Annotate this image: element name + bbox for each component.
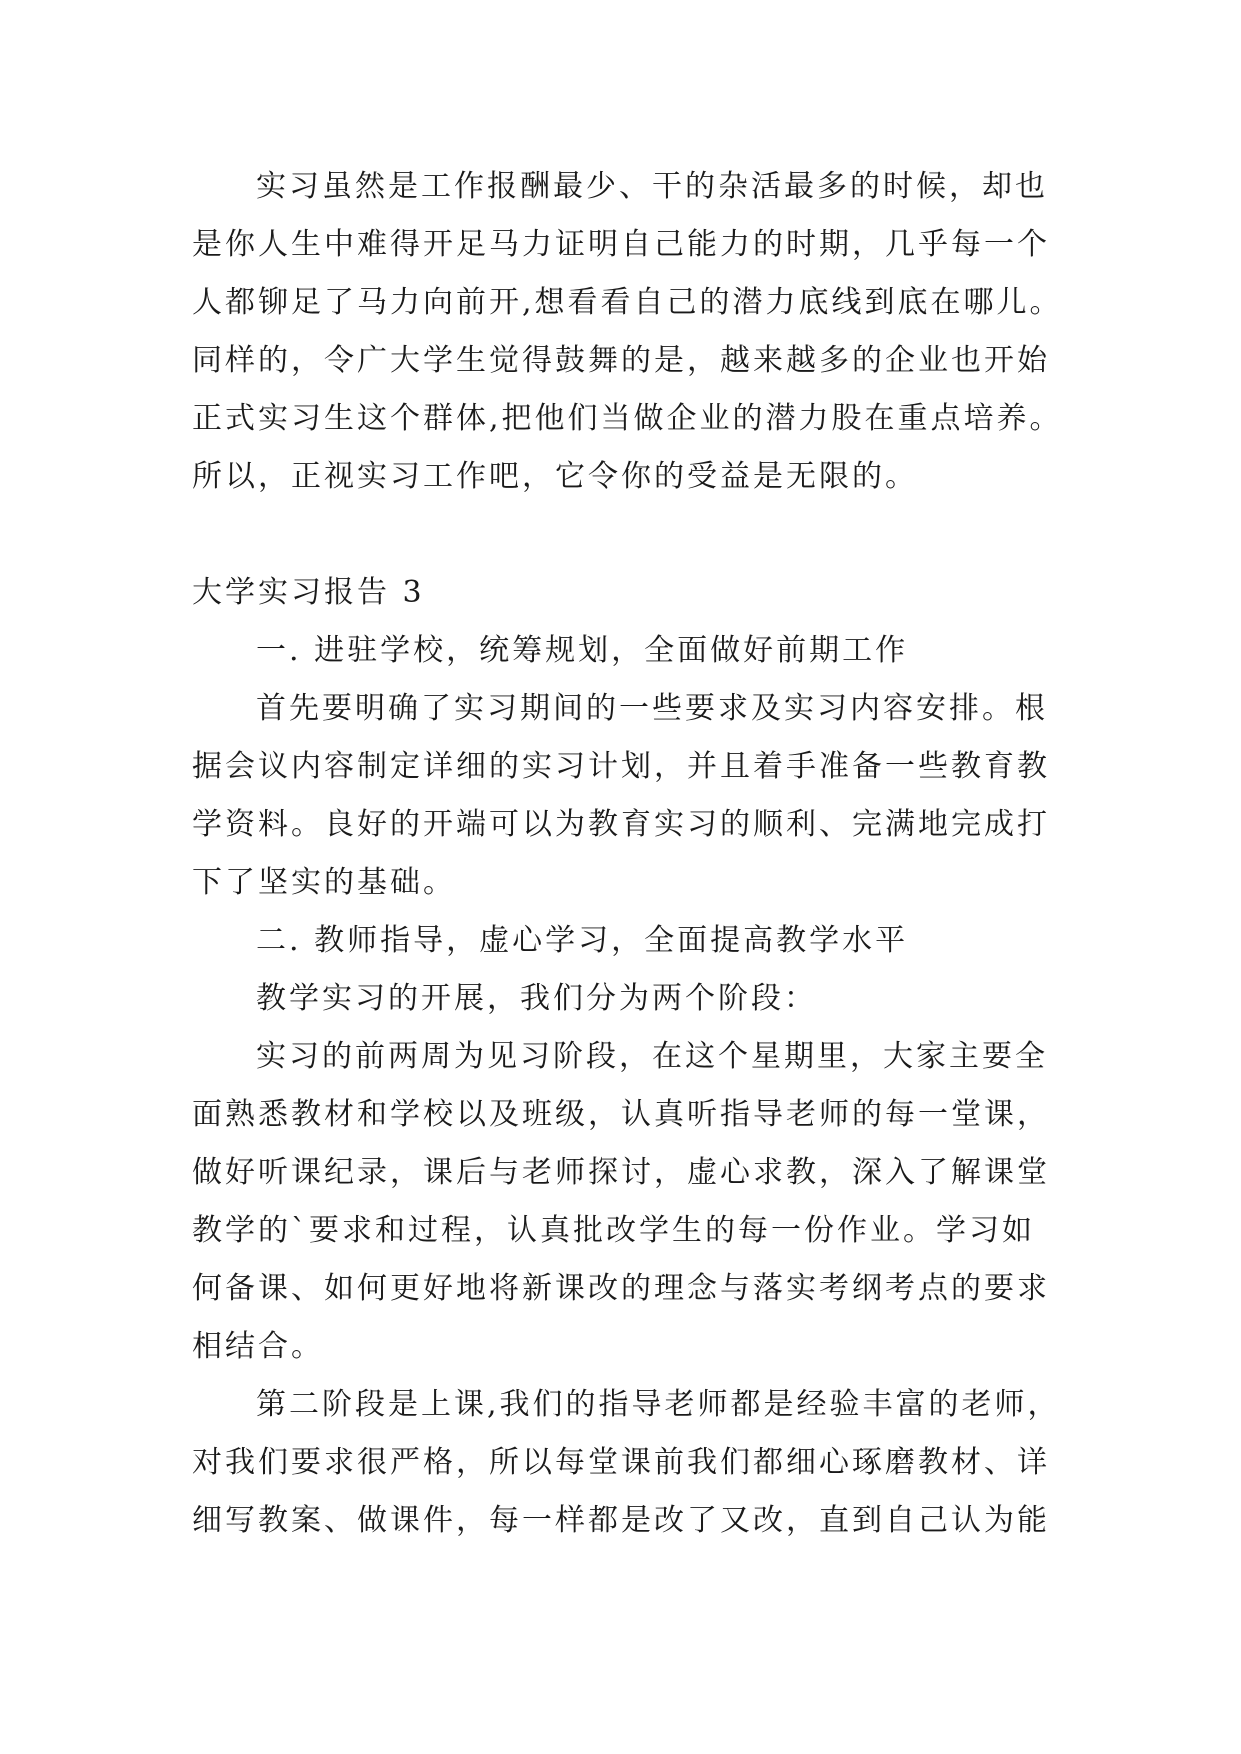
text-line: 面熟悉教材和学校以及班级，认真听指导老师的每一堂课，: [192, 1097, 1050, 1132]
text-line: 学资料。良好的开端可以为教育实习的顺利、完满地完成打: [192, 807, 1050, 842]
paragraph-internship-value: [192, 158, 1192, 506]
text-line: 细写教案、做课件，每一样都是改了又改，直到自己认为能: [192, 1503, 1050, 1538]
text-line: 教学的`要求和过程，认真批改学生的每一份作业。学习如: [192, 1213, 1035, 1248]
subheading-one: [192, 622, 1192, 680]
text-line: 二. 教师指导，虚心学习，全面提高教学水平: [256, 923, 909, 958]
text-line: 对我们要求很严格，所以每堂课前我们都细心琢磨教材、详: [192, 1445, 1050, 1480]
text-line: 第二阶段是上课,我们的指导老师都是经验丰富的老师，: [256, 1387, 1061, 1422]
text-line: 一. 进驻学校，统筹规划，全面做好前期工作: [256, 633, 909, 668]
text-line: 实习虽然是工作报酬最少、干的杂活最多的时候，却也: [256, 169, 1048, 204]
text-line: 相结合。: [192, 1329, 324, 1364]
text-line: 同样的，令广大学生觉得鼓舞的是，越来越多的企业也开始: [192, 343, 1050, 378]
text-line: 人都铆足了马力向前开,想看看自己的潜力底线到底在哪儿。: [192, 285, 1063, 320]
text-line: 所以，正视实习工作吧，它令你的受益是无限的。: [192, 459, 918, 494]
text-line: 教学实习的开展，我们分为两个阶段：: [256, 981, 817, 1016]
section-heading: [192, 564, 1192, 622]
text-line: 何备课、如何更好地将新课改的理念与落实考纲考点的要求: [192, 1271, 1050, 1306]
document-body: [192, 158, 1192, 1550]
text-line: 实习的前两周为见习阶段，在这个星期里，大家主要全: [256, 1039, 1048, 1074]
paragraph-stage-two: [192, 1376, 1192, 1550]
report-title: 大学实习报告 3: [192, 575, 425, 610]
text-line: 是你人生中难得开足马力证明自己能力的时期，几乎每一个: [192, 227, 1050, 262]
paragraph-stages-intro: [192, 970, 1192, 1028]
text-line: 据会议内容制定详细的实习计划，并且着手准备一些教育教: [192, 749, 1050, 784]
paragraph-stage-one: [192, 1028, 1192, 1376]
paragraph-preparation: [192, 680, 1192, 912]
text-line: 正式实习生这个群体,把他们当做企业的潜力股在重点培养。: [192, 401, 1063, 436]
text-line: 下了坚实的基础。: [192, 865, 456, 900]
text-line: 做好听课纪录，课后与老师探讨，虚心求教，深入了解课堂: [192, 1155, 1050, 1190]
subheading-two: [192, 912, 1192, 970]
text-line: 首先要明确了实习期间的一些要求及实习内容安排。根: [256, 691, 1048, 726]
